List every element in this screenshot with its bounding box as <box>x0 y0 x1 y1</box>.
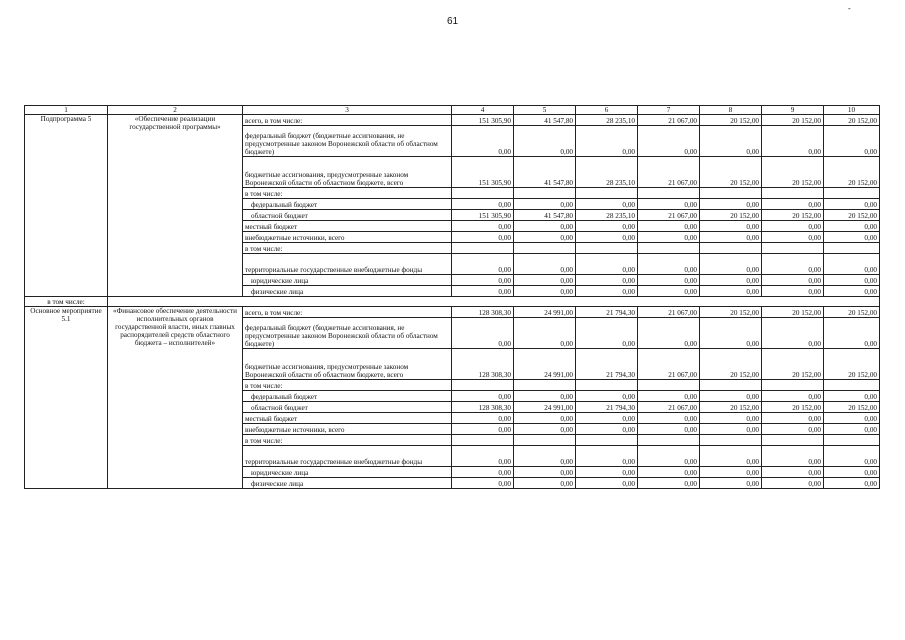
funding-source-label <box>243 210 452 221</box>
funding-source-text: юридические лица <box>251 469 309 477</box>
value-cell: 0,00 <box>514 199 576 210</box>
value-cell: 0,00 <box>700 467 762 478</box>
funding-source-text: юридические лица <box>251 277 309 285</box>
header-cell: 8 <box>700 106 762 115</box>
value-cell: 20 152,00 <box>700 115 762 126</box>
value-cell: 28 235,10 <box>576 157 638 188</box>
value-cell <box>762 243 824 254</box>
value-cell: 0,00 <box>824 478 880 489</box>
separator-label: в том числе: <box>25 297 108 307</box>
value-cell: 24 991,00 <box>514 307 576 318</box>
funding-source-text: областной бюджет <box>251 212 308 220</box>
funding-source-label <box>243 391 452 402</box>
funding-source-text: областной бюджет <box>251 404 308 412</box>
value-cell: 128 308,30 <box>452 349 514 380</box>
value-cell: 20 152,00 <box>762 349 824 380</box>
value-cell: 151 305,90 <box>452 157 514 188</box>
value-cell: 20 152,00 <box>762 402 824 413</box>
value-cell: 21 067,00 <box>638 157 700 188</box>
value-cell: 20 152,00 <box>700 307 762 318</box>
value-cell: 0,00 <box>700 275 762 286</box>
value-cell: 0,00 <box>514 391 576 402</box>
value-cell: 21 067,00 <box>638 307 700 318</box>
budget-table <box>24 105 880 489</box>
funding-source-label <box>243 286 452 297</box>
value-cell: 0,00 <box>514 318 576 349</box>
value-cell: 0,00 <box>514 478 576 489</box>
value-cell: 0,00 <box>576 413 638 424</box>
value-cell: 0,00 <box>762 318 824 349</box>
value-cell: 0,00 <box>452 478 514 489</box>
value-cell <box>514 435 576 446</box>
value-cell: 0,00 <box>452 254 514 275</box>
value-cell: 0,00 <box>638 478 700 489</box>
value-cell: 0,00 <box>762 275 824 286</box>
value-cell: 28 235,10 <box>576 115 638 126</box>
value-cell: 20 152,00 <box>762 115 824 126</box>
value-cell: 0,00 <box>514 254 576 275</box>
value-cell: 0,00 <box>576 232 638 243</box>
value-cell: 0,00 <box>514 232 576 243</box>
funding-source-label <box>243 115 452 126</box>
value-cell: 0,00 <box>700 286 762 297</box>
value-cell: 0,00 <box>824 467 880 478</box>
header-cell: 3 <box>243 106 452 115</box>
value-cell: 0,00 <box>762 446 824 467</box>
header-cell: 4 <box>452 106 514 115</box>
separator-row <box>25 297 880 307</box>
funding-source-label <box>243 380 452 391</box>
value-cell: 0,00 <box>638 391 700 402</box>
value-cell: 0,00 <box>824 275 880 286</box>
value-cell <box>638 435 700 446</box>
value-cell <box>824 243 880 254</box>
value-cell <box>638 188 700 199</box>
value-cell <box>576 435 638 446</box>
value-cell <box>514 243 576 254</box>
funding-source-label <box>243 424 452 435</box>
value-cell: 21 067,00 <box>638 210 700 221</box>
value-cell: 41 547,80 <box>514 115 576 126</box>
funding-source-label <box>243 435 452 446</box>
program-name: «Финансовое обеспечение деятельности исполнительных органов государственной власти, иных главных распорядителей средств областного бюджета – исполнителей» <box>108 307 243 489</box>
value-cell <box>762 188 824 199</box>
value-cell: 20 152,00 <box>824 210 880 221</box>
value-cell: 0,00 <box>452 424 514 435</box>
value-cell <box>762 380 824 391</box>
value-cell: 0,00 <box>762 232 824 243</box>
funding-source-label <box>243 243 452 254</box>
value-cell: 21 794,30 <box>576 349 638 380</box>
value-cell: 0,00 <box>700 199 762 210</box>
value-cell: 0,00 <box>638 446 700 467</box>
value-cell: 20 152,00 <box>824 349 880 380</box>
value-cell: 0,00 <box>762 126 824 157</box>
value-cell: 0,00 <box>762 391 824 402</box>
funding-source-text: федеральный бюджет (бюджетные ассигнования, не предусмотренные законом Воронежской области об областном бюджете) <box>245 324 438 348</box>
funding-source-text: бюджетные ассигнования, предусмотренные законом Воронежской области об областном бюджете, всего <box>245 171 409 187</box>
value-cell: 128 308,30 <box>452 402 514 413</box>
value-cell <box>824 188 880 199</box>
value-cell: 0,00 <box>576 286 638 297</box>
funding-source-label <box>243 478 452 489</box>
value-cell: 0,00 <box>514 275 576 286</box>
value-cell <box>700 188 762 199</box>
value-cell: 0,00 <box>452 318 514 349</box>
value-cell: 0,00 <box>452 413 514 424</box>
program-name: «Обеспечение реализации государственной программы» <box>108 115 243 297</box>
funding-source-text: федеральный бюджет <box>251 393 318 401</box>
value-cell <box>824 380 880 391</box>
value-cell: 0,00 <box>762 478 824 489</box>
value-cell: 0,00 <box>824 254 880 275</box>
value-cell <box>452 435 514 446</box>
value-cell: 20 152,00 <box>824 307 880 318</box>
header-cell: 1 <box>25 106 108 115</box>
value-cell: 0,00 <box>762 413 824 424</box>
value-cell: 0,00 <box>452 391 514 402</box>
funding-source-text: местный бюджет <box>245 223 298 231</box>
value-cell: 20 152,00 <box>824 402 880 413</box>
value-cell <box>700 435 762 446</box>
value-cell: 0,00 <box>762 286 824 297</box>
value-cell: 0,00 <box>452 286 514 297</box>
header-row <box>25 106 880 115</box>
funding-source-text: федеральный бюджет <box>251 201 318 209</box>
value-cell: 0,00 <box>514 424 576 435</box>
value-cell: 0,00 <box>824 286 880 297</box>
value-cell: 0,00 <box>762 199 824 210</box>
value-cell: 0,00 <box>700 126 762 157</box>
value-cell <box>762 435 824 446</box>
funding-source-text: внебюджетные источники, всего <box>245 426 345 434</box>
value-cell: 0,00 <box>638 467 700 478</box>
value-cell <box>452 380 514 391</box>
funding-source-label <box>243 188 452 199</box>
value-cell: 21 067,00 <box>638 349 700 380</box>
funding-source-label <box>243 318 452 349</box>
value-cell: 20 152,00 <box>762 307 824 318</box>
header-cell: 9 <box>762 106 824 115</box>
value-cell: 21 067,00 <box>638 115 700 126</box>
value-cell: 0,00 <box>700 318 762 349</box>
funding-source-text: физические лица <box>251 288 304 296</box>
funding-source-text: физические лица <box>251 480 304 488</box>
value-cell: 0,00 <box>576 221 638 232</box>
value-cell: 0,00 <box>514 221 576 232</box>
value-cell: 24 991,00 <box>514 402 576 413</box>
value-cell <box>700 243 762 254</box>
value-cell: 0,00 <box>514 413 576 424</box>
value-cell: 0,00 <box>576 275 638 286</box>
header-cell: 10 <box>824 106 880 115</box>
funding-source-label <box>243 126 452 157</box>
program-code: Подпрограмма 5 <box>25 115 108 297</box>
value-cell <box>638 380 700 391</box>
value-cell: 0,00 <box>452 126 514 157</box>
value-cell: 0,00 <box>452 467 514 478</box>
value-cell: 151 305,90 <box>452 115 514 126</box>
value-cell: 0,00 <box>700 478 762 489</box>
value-cell: 20 152,00 <box>762 210 824 221</box>
value-cell <box>514 188 576 199</box>
funding-source-text: всего, в том числе: <box>245 309 303 317</box>
funding-source-label <box>243 232 452 243</box>
separator-empty <box>108 297 880 307</box>
program-code: Основное мероприятие 5.1 <box>25 307 108 489</box>
table-row <box>25 307 880 318</box>
page-number: 61 <box>446 16 459 27</box>
value-cell: 0,00 <box>638 413 700 424</box>
value-cell: 20 152,00 <box>824 115 880 126</box>
funding-source-text: в том числе: <box>245 190 283 198</box>
value-cell: 0,00 <box>700 424 762 435</box>
value-cell: 0,00 <box>452 232 514 243</box>
value-cell: 0,00 <box>638 275 700 286</box>
funding-source-label <box>243 221 452 232</box>
value-cell: 0,00 <box>638 424 700 435</box>
value-cell <box>576 380 638 391</box>
value-cell: 0,00 <box>824 413 880 424</box>
value-cell: 0,00 <box>514 126 576 157</box>
value-cell: 0,00 <box>762 254 824 275</box>
value-cell: 128 308,30 <box>452 307 514 318</box>
funding-source-label <box>243 413 452 424</box>
funding-source-text: территориальные государственные внебюджетные фонды <box>245 266 423 274</box>
value-cell: 0,00 <box>638 199 700 210</box>
value-cell: 0,00 <box>638 254 700 275</box>
value-cell <box>700 380 762 391</box>
value-cell: 24 991,00 <box>514 349 576 380</box>
value-cell: 0,00 <box>824 318 880 349</box>
value-cell: 20 152,00 <box>700 157 762 188</box>
funding-source-label <box>243 157 452 188</box>
header-cell: 6 <box>576 106 638 115</box>
value-cell: 0,00 <box>762 221 824 232</box>
value-cell: 20 152,00 <box>700 210 762 221</box>
value-cell: 0,00 <box>700 232 762 243</box>
value-cell: 151 305,90 <box>452 210 514 221</box>
value-cell: 0,00 <box>762 424 824 435</box>
value-cell: 0,00 <box>824 199 880 210</box>
funding-source-label <box>243 199 452 210</box>
value-cell: 0,00 <box>700 413 762 424</box>
funding-source-text: бюджетные ассигнования, предусмотренные законом Воронежской области об областном бюджете, всего <box>245 363 409 379</box>
header-cell: 5 <box>514 106 576 115</box>
value-cell: 0,00 <box>452 446 514 467</box>
value-cell: 41 547,80 <box>514 157 576 188</box>
value-cell: 0,00 <box>452 221 514 232</box>
value-cell <box>576 188 638 199</box>
funding-source-label <box>243 446 452 467</box>
funding-source-label <box>243 254 452 275</box>
value-cell: 0,00 <box>824 424 880 435</box>
value-cell: 0,00 <box>576 391 638 402</box>
funding-source-label <box>243 275 452 286</box>
value-cell: 0,00 <box>700 391 762 402</box>
funding-source-text: внебюджетные источники, всего <box>245 234 345 242</box>
value-cell: 0,00 <box>824 126 880 157</box>
value-cell: 0,00 <box>576 318 638 349</box>
value-cell: 0,00 <box>824 232 880 243</box>
funding-source-text: в том числе: <box>245 245 283 253</box>
value-cell: 28 235,10 <box>576 210 638 221</box>
value-cell: 0,00 <box>576 199 638 210</box>
value-cell: 0,00 <box>824 391 880 402</box>
value-cell: 0,00 <box>576 126 638 157</box>
value-cell: 0,00 <box>514 286 576 297</box>
value-cell <box>452 188 514 199</box>
value-cell: 0,00 <box>700 446 762 467</box>
value-cell: 0,00 <box>700 221 762 232</box>
value-cell: 20 152,00 <box>824 157 880 188</box>
funding-source-label <box>243 307 452 318</box>
value-cell: 0,00 <box>452 199 514 210</box>
funding-source-label <box>243 467 452 478</box>
funding-source-text: федеральный бюджет (бюджетные ассигнования, не предусмотренные законом Воронежской области об областном бюджете) <box>245 132 438 156</box>
value-cell <box>452 243 514 254</box>
funding-source-text: всего, в том числе: <box>245 117 303 125</box>
value-cell: 0,00 <box>638 286 700 297</box>
funding-source-label <box>243 349 452 380</box>
value-cell: 0,00 <box>576 424 638 435</box>
value-cell: 21 794,30 <box>576 307 638 318</box>
value-cell: 0,00 <box>700 254 762 275</box>
value-cell: 0,00 <box>638 221 700 232</box>
value-cell: 0,00 <box>824 221 880 232</box>
value-cell: 41 547,80 <box>514 210 576 221</box>
value-cell: 0,00 <box>638 126 700 157</box>
header-cell: 7 <box>638 106 700 115</box>
funding-source-text: территориальные государственные внебюджетные фонды <box>245 458 423 466</box>
value-cell: 0,00 <box>576 467 638 478</box>
funding-source-text: в том числе: <box>245 382 283 390</box>
value-cell: 0,00 <box>638 232 700 243</box>
value-cell: 0,00 <box>576 446 638 467</box>
value-cell: 0,00 <box>514 446 576 467</box>
value-cell: 0,00 <box>576 478 638 489</box>
value-cell: 0,00 <box>638 318 700 349</box>
value-cell: 0,00 <box>576 254 638 275</box>
header-cell: 2 <box>108 106 243 115</box>
value-cell: 0,00 <box>514 467 576 478</box>
value-cell <box>514 380 576 391</box>
value-cell <box>824 435 880 446</box>
funding-source-label <box>243 402 452 413</box>
value-cell <box>638 243 700 254</box>
funding-source-text: местный бюджет <box>245 415 298 423</box>
table-row <box>25 115 880 126</box>
value-cell: 21 794,30 <box>576 402 638 413</box>
value-cell: 20 152,00 <box>700 402 762 413</box>
value-cell <box>576 243 638 254</box>
funding-source-text: в том числе: <box>245 437 283 445</box>
value-cell: 20 152,00 <box>762 157 824 188</box>
value-cell: 21 067,00 <box>638 402 700 413</box>
value-cell: 0,00 <box>452 275 514 286</box>
value-cell: 20 152,00 <box>700 349 762 380</box>
corner-mark: - <box>848 4 851 13</box>
value-cell: 0,00 <box>762 467 824 478</box>
value-cell: 0,00 <box>824 446 880 467</box>
